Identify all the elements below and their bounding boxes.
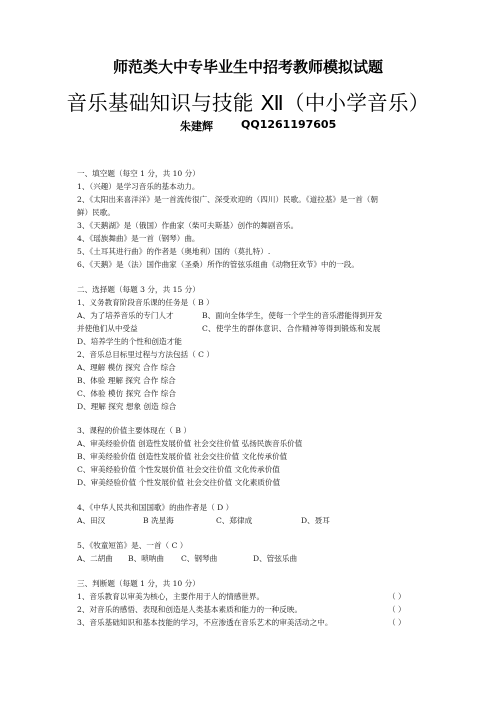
judge-3-answer-blank: （ ） [388, 618, 406, 627]
fill-question-2: 2、《太阳出来喜洋洋》是一首流传很广、深受欢迎的（四川）民歌。《道拉基》是一首（朝 [77, 195, 378, 204]
exam-subject-title: 音乐基础知识与技能 Ⅻ（中小学音乐） [66, 91, 430, 115]
choice-5-option-d: D、管弦乐曲 [253, 554, 298, 563]
judge-question-3: 3、音乐基础知识和基本技能的学习，不应渗透在音乐艺术的审美活动之中。 [77, 618, 333, 627]
choice-2-option-a: A、理解 模仿 探究 合作 综合 [77, 363, 176, 372]
section-heading-choice: 二、选择题（每题 3 分，共 15 分） [77, 285, 200, 294]
choice-1-option-d: D、培养学生的个性和创造才能 [77, 337, 182, 346]
fill-question-3: 3、《天鹅湖》是（俄国）作曲家（柴可夫斯基）创作的舞剧音乐。 [77, 221, 299, 230]
choice-5-option-b: B、唢呐曲 [128, 554, 164, 563]
exam-series-title: 师范类大中专毕业生中招考教师模拟试题 [112, 58, 383, 76]
choice-question-2: 2、音乐总目标里过程与方法包括（ C ） [77, 350, 214, 359]
choice-3-option-b: B、审美经验价值 创造性发展价值 社会交往价值 文化传承价值 [77, 452, 288, 461]
choice-3-option-c: C、审美经验价值 个性发展价值 社会交往价值 文化传承价值 [77, 465, 280, 474]
fill-question-1: 1、（兴趣）是学习音乐的基本动力。 [77, 182, 200, 191]
choice-question-1: 1、义务教育阶段音乐课的任务是（ B ） [77, 298, 214, 307]
choice-1-option-b-cont: 并使他们从中受益 [77, 324, 138, 333]
choice-2-option-c: C、体验 模仿 探究 合作 综合 [77, 389, 176, 398]
choice-3-option-a: A、审美经验价值 创造性发展价值 社会交往价值 弘扬民族音乐价值 [77, 439, 303, 448]
choice-5-option-a: A、二胡曲 [77, 554, 113, 563]
author-name: 朱建辉 [180, 120, 213, 133]
section-heading-fill-blank: 一、填空题（每空 1 分，共 10 分） [77, 169, 200, 178]
judge-1-answer-blank: （ ） [388, 592, 406, 601]
fill-question-6: 6、《天鹅》是（法）国作曲家（圣桑）所作的管弦乐组曲《动物狂欢节》中的一段。 [77, 260, 359, 269]
fill-question-2-cont: 鲜）民歌。 [77, 208, 115, 217]
choice-4-option-c: C、郑律成 [216, 516, 253, 525]
choice-5-option-c: C、钢琴曲 [181, 554, 218, 563]
choice-2-option-b: B、体验 理解 探究 合作 综合 [77, 376, 176, 385]
choice-question-3: 3、课程的价值主要体现在（ B ） [77, 426, 191, 435]
judge-question-1: 1、音乐教育以审美为核心，主要作用于人的情感世界。 [77, 592, 265, 601]
fill-question-5: 5、《土耳其进行曲》的作者是（奥地利）国的（莫扎特）. [77, 247, 271, 256]
choice-question-5: 5、《牧童短笛》是、一首（ C ） [77, 541, 188, 550]
choice-1-option-b: B、面向全体学生，使每一个学生的音乐潜能得到开发 [202, 311, 383, 320]
choice-4-option-a: A、田汉 [77, 516, 106, 525]
choice-1-option-a: A、为了培养音乐的专门人才 [77, 311, 174, 320]
choice-4-option-d: D、聂耳 [301, 516, 330, 525]
choice-1-option-c: C、使学生的群体意识、合作精神等得到锻炼和发展 [202, 324, 381, 333]
choice-3-option-d: D、审美经验价值 个性发展价值 社会交往价值 文化素质价值 [77, 478, 281, 487]
section-heading-true-false: 三、判断题（每题 1 分，共 10 分） [77, 579, 200, 588]
judge-question-2: 2、对音乐的感悟、表现和创造是人类基本素质和能力的一种反映。 [77, 605, 303, 614]
choice-4-option-b: B 冼星海 [143, 516, 174, 525]
judge-2-answer-blank: （ ） [388, 605, 406, 614]
choice-question-4: 4、《中华人民共和国国歌》的曲作者是（ D ） [77, 503, 234, 512]
choice-2-option-d: D、理解 探究 想象 创造 综合 [77, 402, 177, 411]
fill-question-4: 4、《瑶族舞曲》是一首（钢琴）曲。 [77, 234, 200, 243]
author-qq: QQ1261197605 [241, 118, 337, 131]
